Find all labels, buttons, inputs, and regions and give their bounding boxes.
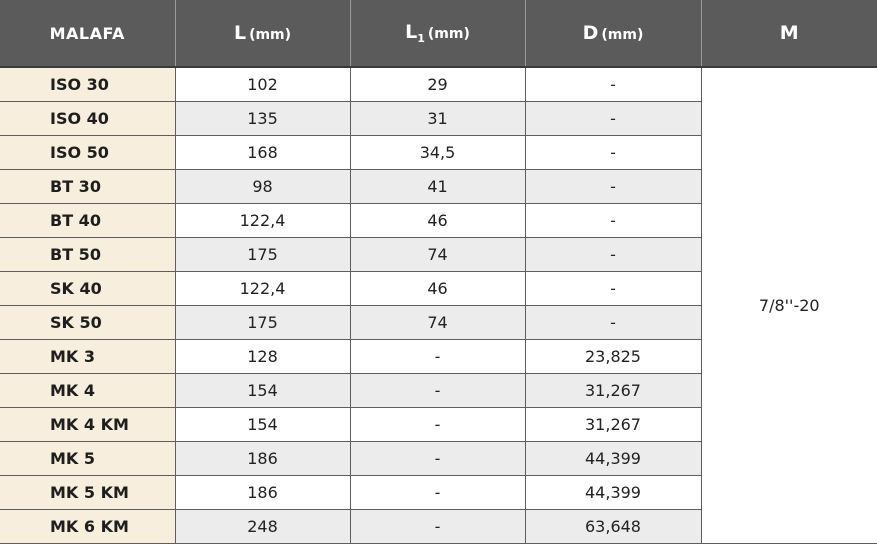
cell-l: 186 xyxy=(175,476,350,510)
cell-l1: - xyxy=(350,340,525,374)
cell-l: 186 xyxy=(175,442,350,476)
header-l xyxy=(175,0,350,67)
cell-l1: 34,5 xyxy=(350,136,525,170)
cell-malafa: MK 4 KM xyxy=(0,408,175,442)
cell-l1: 31 xyxy=(350,102,525,136)
cell-malafa: MK 3 xyxy=(0,340,175,374)
cell-l1: 46 xyxy=(350,204,525,238)
cell-malafa: SK 50 xyxy=(0,306,175,340)
cell-malafa: MK 6 KM xyxy=(0,510,175,544)
cell-l: 122,4 xyxy=(175,272,350,306)
cell-l: 98 xyxy=(175,170,350,204)
cell-l1: - xyxy=(350,442,525,476)
cell-d: - xyxy=(525,272,701,306)
cell-d: 23,825 xyxy=(525,340,701,374)
cell-l1: - xyxy=(350,510,525,544)
header-d xyxy=(525,0,701,67)
table-row xyxy=(0,67,877,102)
cell-d: - xyxy=(525,238,701,272)
header-l1-subscript: 1 xyxy=(417,32,425,45)
cell-d: 31,267 xyxy=(525,374,701,408)
cell-d: - xyxy=(525,306,701,340)
cell-l1: - xyxy=(350,374,525,408)
cell-l1: 29 xyxy=(350,67,525,102)
cell-l1: 46 xyxy=(350,272,525,306)
table-body xyxy=(0,67,877,544)
header-l-unit: (mm) xyxy=(249,27,292,43)
cell-l1: - xyxy=(350,408,525,442)
cell-l: 248 xyxy=(175,510,350,544)
cell-malafa: ISO 50 xyxy=(0,136,175,170)
cell-malafa: BT 40 xyxy=(0,204,175,238)
cell-d: - xyxy=(525,170,701,204)
cell-l: 154 xyxy=(175,374,350,408)
header-l1-unit: (mm) xyxy=(427,26,470,42)
cell-l: 128 xyxy=(175,340,350,374)
header-malafa-label: MALAFA xyxy=(49,23,125,43)
cell-l: 168 xyxy=(175,136,350,170)
cell-malafa: BT 50 xyxy=(0,238,175,272)
header-m-label: M xyxy=(779,22,799,44)
cell-d: - xyxy=(525,136,701,170)
cell-d: 63,648 xyxy=(525,510,701,544)
header-row xyxy=(0,0,877,67)
header-l-label: L xyxy=(233,22,247,44)
cell-l: 122,4 xyxy=(175,204,350,238)
cell-l: 135 xyxy=(175,102,350,136)
cell-d: 44,399 xyxy=(525,476,701,510)
cell-malafa: SK 40 xyxy=(0,272,175,306)
header-d-unit: (mm) xyxy=(601,27,644,43)
cell-malafa: MK 5 KM xyxy=(0,476,175,510)
cell-m-merged: 7/8''-20 xyxy=(701,67,877,544)
cell-malafa: ISO 40 xyxy=(0,102,175,136)
cell-l: 154 xyxy=(175,408,350,442)
cell-l: 175 xyxy=(175,238,350,272)
cell-l: 102 xyxy=(175,67,350,102)
cell-malafa: MK 5 xyxy=(0,442,175,476)
cell-l1: 74 xyxy=(350,306,525,340)
header-d-label: D xyxy=(582,22,599,44)
cell-d: 31,267 xyxy=(525,408,701,442)
cell-d: - xyxy=(525,67,701,102)
cell-l1: 41 xyxy=(350,170,525,204)
header-l1 xyxy=(350,0,525,67)
cell-l: 175 xyxy=(175,306,350,340)
cell-l1: 74 xyxy=(350,238,525,272)
header-m xyxy=(701,0,877,67)
cell-d: 44,399 xyxy=(525,442,701,476)
header-malafa xyxy=(0,0,175,67)
header-l1-label: L xyxy=(405,21,418,43)
cell-malafa: ISO 30 xyxy=(0,67,175,102)
cell-malafa: MK 4 xyxy=(0,374,175,408)
cell-d: - xyxy=(525,204,701,238)
table-header xyxy=(0,0,877,67)
cell-l1: - xyxy=(350,476,525,510)
cell-d: - xyxy=(525,102,701,136)
cell-malafa: BT 30 xyxy=(0,170,175,204)
